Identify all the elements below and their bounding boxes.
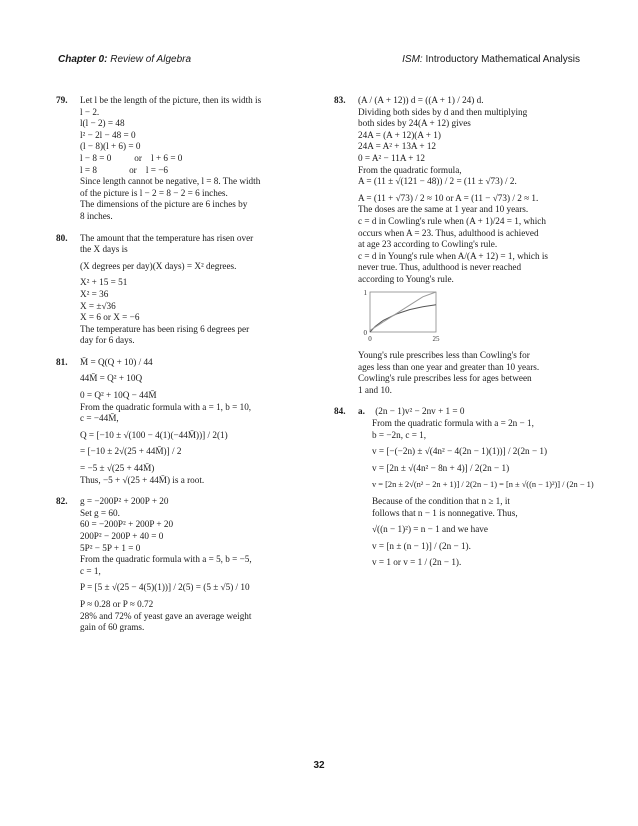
equation-line: P = [5 ± √(25 − 4(5)(1))] / 2(5) = (5 ± √5) / 10 <box>80 582 250 593</box>
problem-80 <box>58 233 310 347</box>
text-line: of the picture is l − 2 = 8 − 2 = 6 inches. <box>80 187 228 198</box>
text-line: never true. Thus, adulthood is never reached <box>358 262 522 273</box>
text-line: both sides by 24(A + 12) gives <box>358 118 471 129</box>
text-line: Since length cannot be negative, l = 8. The width <box>80 176 261 187</box>
equation-line: 24A = A² + 13A + 12 <box>358 141 437 152</box>
problem-number: 83. <box>334 95 346 105</box>
equation-line: v = [2n ± √(4n² − 8n + 4)] / 2(2n − 1) <box>372 462 510 473</box>
page-number: 32 <box>313 760 325 771</box>
equation-line: 44M̄ = Q² + 10Q <box>80 373 143 384</box>
text-line: Young's rule prescribes less than Cowling's for <box>358 350 530 361</box>
equation-line: = [−10 ± 2√(25 + 44M̄)] / 2 <box>80 446 182 457</box>
text-line: ages less than one year and greater than 10 years. <box>358 361 540 372</box>
text-line: at age 23 according to Cowling's rule. <box>358 239 498 250</box>
equation-line: 0 = Q² + 10Q − 44M̄ <box>80 390 157 401</box>
text-line: c = d in Young's rule when A/(A + 12) = 1, which is <box>358 250 548 261</box>
y-tick-label: 0 <box>363 328 367 337</box>
problem-number: 84. <box>334 406 346 417</box>
problem-81 <box>58 357 310 486</box>
equation-line: X = 6 or X = −6 <box>80 312 140 323</box>
text-line: Let l be the length of the picture, then its width is <box>80 95 262 105</box>
equation-line: P ≈ 0.28 or P ≈ 0.72 <box>80 598 154 609</box>
left-column <box>58 95 310 644</box>
equation-line: A = (11 + √73) / 2 ≈ 10 or A = (11 − √73) / 2 ≈ 1. <box>358 192 539 203</box>
chart-plot-area <box>364 289 441 343</box>
page-header-left <box>58 54 191 65</box>
text-line: From the quadratic formula with a = 5, b = −5, <box>80 554 252 565</box>
text-line: The dimensions of the picture are 6 inches by <box>80 199 248 210</box>
text-line: c = −44M̄, <box>80 413 119 424</box>
text-line: b = −2n, c = 1, <box>372 429 427 440</box>
text-line: 28% and 72% of yeast gave an average weight <box>80 610 252 621</box>
equation-line: √((n − 1)²) = n − 1 and we have <box>372 524 488 535</box>
problem-84 <box>334 406 594 569</box>
right-column <box>334 95 594 579</box>
problem-number: 79. <box>56 95 68 105</box>
x-tick-label: 0 <box>368 334 372 343</box>
equation-line: X² + 15 = 51 <box>80 277 128 288</box>
equation-line: A = (11 ± √(121 − 48)) / 2 = (11 ± √73) / 2. <box>358 176 517 187</box>
text-line: Dividing both sides by d and then multiplying <box>358 106 528 117</box>
problem-83 <box>336 95 588 396</box>
text-line: Cowling's rule prescribes less for ages between <box>358 373 532 384</box>
equation-line: (A / (A + 12)) d = ((A + 1) / 24) d. <box>358 95 484 105</box>
text-line: 8 inches. <box>80 210 113 221</box>
text-line: c = 1, <box>80 565 101 576</box>
dosage-chart-svg <box>358 288 478 344</box>
equation-line: (X degrees per day)(X days) = X² degrees. <box>80 260 237 271</box>
text-line: Because of the condition that n ≥ 1, it <box>372 496 510 507</box>
equation-line: 0 = A² − 11A + 12 <box>358 152 425 163</box>
equation-line <box>358 406 588 418</box>
text-line: From the quadratic formula, <box>358 164 462 175</box>
text-line: gain of 60 grams. <box>80 622 145 633</box>
equation-line: = −5 ± √(25 + 44M̄) <box>80 463 155 474</box>
text-line: The temperature has been rising 6 degrees per <box>80 323 250 334</box>
equation-line: X² = 36 <box>80 288 109 299</box>
text-line: follows that n − 1 is nonnegative. Thus, <box>372 507 518 518</box>
equation-line: 60 = −200P² + 200P + 20 <box>80 519 174 530</box>
equation-line: v = [n ± (n − 1)] / (2n − 1). <box>372 540 471 551</box>
equation-line: 200P² − 200P + 40 = 0 <box>80 531 164 541</box>
text-line: according to Young's rule. <box>358 273 454 284</box>
part-label: a. <box>358 406 365 417</box>
equation-line: v = [−(−2n) ± √(4n² − 4(2n − 1)(1))] / 2(2n − 1) <box>372 446 548 457</box>
text-line: Thus, −5 + √(25 + 44M̄) is a root. <box>80 474 205 485</box>
series-line-2 <box>370 292 436 330</box>
text-line: The doses are the same at 1 year and 10 years. <box>358 204 529 215</box>
equation-line: l² − 2l − 48 = 0 <box>80 129 136 140</box>
equation-line: l(l − 2) = 48 <box>80 118 125 129</box>
equation-line: 24A = (A + 12)(A + 1) <box>358 129 441 140</box>
problem-number: 81. <box>56 356 68 367</box>
book-title: Introductory Mathematical Analysis <box>425 54 580 65</box>
equation-line: g = −200P² + 200P + 20 <box>80 496 169 507</box>
equation-line: X = ±√36 <box>80 300 116 311</box>
text-line: From the quadratic formula with a = 1, b = 10, <box>80 401 252 412</box>
text-line: Set g = 60. <box>80 507 120 518</box>
equation-line: l − 8 = 0 or l + 6 = 0 <box>80 152 183 163</box>
text-line: 1 and 10. <box>358 384 392 395</box>
equation-line: v = 1 or v = 1 / (2n − 1). <box>372 557 462 568</box>
problem-number: 82. <box>56 496 68 507</box>
text-line: occurs when A = 23. Thus, adulthood is achieved <box>358 227 539 238</box>
book-label: ISM: <box>402 54 423 65</box>
problem-number: 80. <box>56 232 68 243</box>
text-line: l − 2. <box>80 106 100 117</box>
text-line: The amount that the temperature has risen over <box>80 232 254 243</box>
text-line: From the quadratic formula with a = 2n − 1, <box>372 418 534 429</box>
equation-line: v = [2n ± 2√(n² − 2n + 1)] / 2(2n − 1) = [n ± √((n − 1)²)] / (2n − 1) <box>372 480 594 490</box>
dosage-chart <box>358 288 588 348</box>
chapter-title: Review of Algebra <box>110 54 192 65</box>
text-line: c = d in Cowling's rule when (A + 1)/24 = 1, which <box>358 215 546 226</box>
problem-82 <box>58 496 310 634</box>
equation-line: M̄ = Q(Q + 10) / 44 <box>80 356 153 367</box>
chapter-label: Chapter 0: <box>58 54 108 65</box>
y-tick-label: 1 <box>363 288 367 297</box>
text-line: the X days is <box>80 244 128 255</box>
x-tick-label: 25 <box>432 334 440 343</box>
equation-line: Q = [−10 ± √(100 − 4(1)(−44M̄))] / 2(1) <box>80 429 228 440</box>
text-line: day for 6 days. <box>80 335 135 346</box>
equation-line: 5P² − 5P + 1 = 0 <box>80 542 141 553</box>
problem-79 <box>58 95 310 223</box>
equation-line: l = 8 or l = −6 <box>80 164 169 175</box>
page-header-right <box>402 54 580 65</box>
equation-line: (l − 8)(l + 6) = 0 <box>80 141 141 152</box>
equation-text: (2n − 1)v² − 2nv + 1 = 0 <box>375 406 465 417</box>
